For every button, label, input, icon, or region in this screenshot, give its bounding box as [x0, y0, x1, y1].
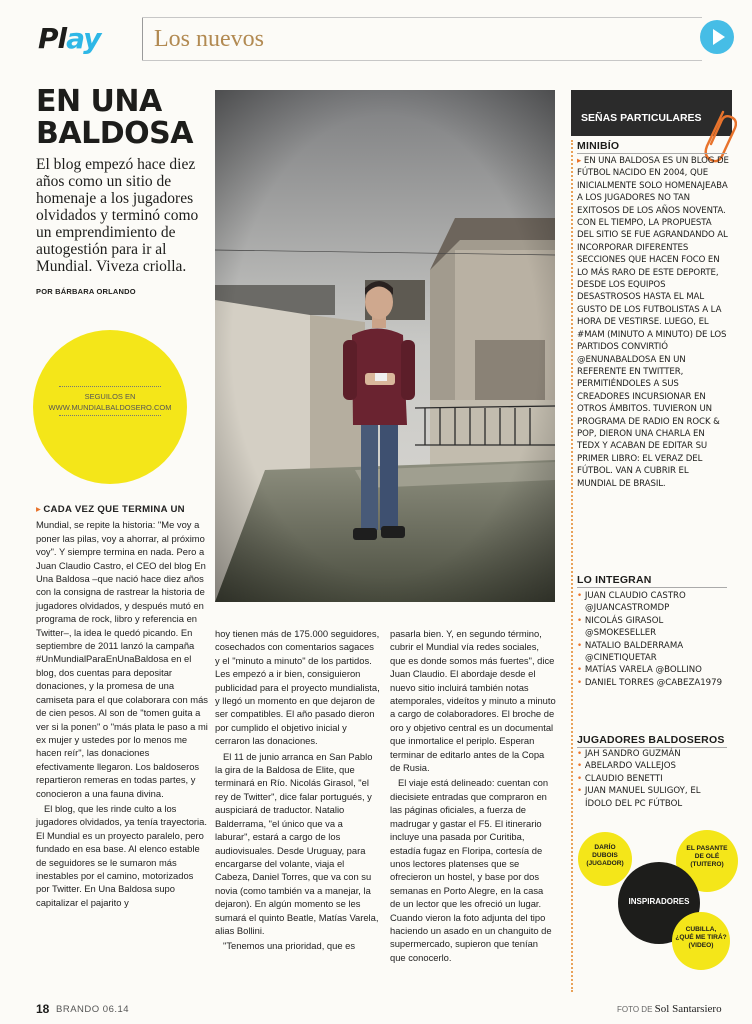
- inspiradores-diagram: [576, 824, 748, 974]
- integran-rule: [577, 587, 727, 588]
- lead-in: ▸ CADA VEZ QUE TERMINA UN: [36, 503, 185, 515]
- magazine-issue: BRANDO 06.14: [56, 1004, 130, 1015]
- article-column-3: [390, 627, 556, 966]
- header-bottom-rule: [142, 60, 702, 61]
- paragraph: hoy tienen más de 175.000 seguidores, cosechados con comentarios sagaces y el "minuto a minuto" de los partidos. Les empezó a ir bien, consiguieron publicidad para el proyecto mundialista, y llegó un momento en que dejaron de ser compatibles. El año pasado dieron por cumplido el objetivo inicial y cerraron las donaciones.: [215, 628, 380, 747]
- list-item-handle: @JUANCASTROMDP: [585, 603, 670, 614]
- paragraph: "Tenemos una prioridad, que es: [223, 940, 356, 952]
- article-title: EN UNA BALDOSA: [36, 84, 193, 151]
- follow-url[interactable]: WWW.MUNDIALBALDOSERO.COM: [48, 403, 172, 412]
- play-logo: Play: [38, 22, 101, 55]
- list-item: • DANIEL TORRES @CABEZA1979: [577, 677, 723, 688]
- article-photo: [215, 90, 555, 602]
- integran-list: [577, 590, 732, 689]
- list-item: • NATALIO BALDERRAMA: [577, 640, 684, 651]
- sidebar-heading: SEÑAS PARTICULARES: [581, 112, 702, 124]
- article-lede: El blog empezó hace diez años como un sitio de homenaje a los jugadores olvidados y terminó como un emprendimiento de autogestión para ir al Mundial. Viveza criolla.: [36, 156, 199, 275]
- inspirador-bubble: DARÍO DUBOIS (JUGADOR): [578, 832, 632, 886]
- photo-credit: FOTO DE Sol Santarsiero: [617, 1003, 722, 1015]
- byline: POR BÁRBARA ORLANDO: [36, 287, 136, 296]
- header-top-rule: [142, 17, 702, 18]
- inspiradores-center: INSPIRADORES: [618, 862, 700, 944]
- minibio-text: ▸ EN UNA BALDOSA ES UN BLOG DE FÚTBOL NACIDO EN 2004, QUE INICIALMENTE SOLO HOMENAJEABA A LOS JUGADORES NO TAN EXITOSOS DE LOS AÑOS NOVENTA. CON EL TIEMPO, LA PROPUESTA DEL SITIO SE FUE AGRANDANDO AL INCORPORAR DIFERENTES SECCIONES QUE HACEN FOCO EN LO MÁS RARO DE ESTE DEPORTE, DESDE LOS EQUIPOS DESASTROSOS HASTA EL MAL GUSTO DE LOS FUTBOLISTAS A LA HORA DE VESTIRSE. LUEGO, EL #MAM (MINUTO A MINUTO) DE LOS PARTIDOS CONVIRTIÓ @ENUNABALDOSA EN UN REFERENTE EN TWITTER, PERMITIÉNDOLES A SUS CREADORES INCURSIONAR EN OTROS ÁMBITOS. TUVIERON UN PROGRAMA DE RADIO EN ROCK & POP, DIERON UNA CHARLA EN TEDX Y ACABAN DE EDITAR SU PRIMER LIBRO: EL VERAZ DEL FÚTBOL. VAN A CUBRIR EL MUNDIAL DE BRASIL.: [577, 156, 729, 489]
- paragraph: pasarla bien. Y, en segundo término, cubrir el Mundial vía redes sociales, que es donde somos más fuertes", dice Juan Claudio. El abordaje desde el nuevo sitio incluirá también notas atemporales, videítos y minuto a minuto a cargo de colaboradores. El broche de oro y objetivo central es un documental que inmortalice el periplo. Esperan terminar de editarlo antes de la Copa de Rusia.: [390, 628, 556, 774]
- header-bar: [30, 14, 746, 64]
- article-column-1: [36, 502, 208, 911]
- page-number: 18: [36, 1002, 50, 1016]
- jugadores-list: [577, 748, 732, 810]
- follow-label: SEGUILOS EN: [84, 392, 136, 401]
- paragraph: El blog, que les rinde culto a los jugadores olvidados, ya tenía trayectoria. El Mundial es un proyecto paralelo, pero fundado en esa base. Al elenco estable de seguidores se le sumaron más inestables por el camino, motorizados por Twitter. En Una Baldosa supo capitalizar el pajarito y: [36, 802, 207, 908]
- sidebar-dotted-rule: [571, 140, 575, 992]
- minibio-title: MINIBÍO: [577, 140, 620, 152]
- list-item-continuation: ÍDOLO DEL PC FÚTBOL: [585, 798, 683, 809]
- header-divider: [142, 18, 143, 60]
- paragraph: Mundial, se repite la historia: "Me voy a poner las pilas, voy a ahorrar, al próximo voy". Y siempre termina en nada. Pero a Juan Claudio Castro, el CEO del blog En Una Baldosa –que nació hace diez años con la consigna de rastrear la historia de jugadores olvidados, y después mutó en programa de rock, libro y referencia en Twitter–, la idea le quedó picando. En septiembre de 2011 lanzó la campaña #UnMundialParaEnUnaBaldosa en el blog, dos cuentas para depositar donaciones, y la promesa de una camiseta para el que colaborara con más de cien pesos. Al son de "tomen guita a ver si la ponen" o "más plata le paso a mi ex mujer y ustedes por lo menos me hacen reír", las donaciones efectivamente llegaron. Los baldoseros repartieron remeras en todas partes, y conocieron a una fauna divina.: [36, 519, 208, 799]
- list-item: • JUAN MANUEL SULIGOY, EL: [577, 786, 701, 797]
- list-item: • ABELARDO VALLEJOS: [577, 761, 676, 772]
- list-item-handle: @CINETIQUETAR: [585, 653, 657, 664]
- rooftop-photo-illustration: [215, 90, 555, 602]
- follow-rule-top: [59, 386, 161, 388]
- section-title: Los nuevos: [154, 26, 264, 52]
- bullet-icon: ▸: [577, 156, 584, 166]
- list-item: • JAH SANDRO GUZMÁN: [577, 749, 681, 759]
- list-item: • CLAUDIO BENETTI: [577, 773, 663, 784]
- article-column-2: [215, 627, 380, 955]
- inspirador-bubble: CUBILLA, ¿QUÉ ME TIRÁ? (VIDEO): [672, 912, 730, 970]
- integran-title: LO INTEGRAN: [577, 574, 652, 586]
- minibio-rule: [577, 153, 727, 154]
- follow-badge: [33, 330, 187, 484]
- list-item: • NICOLÁS GIRASOL: [577, 615, 664, 626]
- follow-rule-bottom: [59, 415, 161, 417]
- list-item: • MATÍAS VARELA @BOLLINO: [577, 665, 702, 676]
- paragraph: El 11 de junio arranca en San Pablo la gira de la Baldosa de Elite, que terminará en Río. Nicolás Girasol, "el rey de Twitter", dice falar portugués, y auspiciará de traductor. Natalio Balderrama, "el único que va a laburar", estará a cargo de los audiovisuales. Desde Uruguay, para encargarse del volante, viaja el Cabeza, Daniel Torres, que va con su novia (como también va a manejar, la dejaron). En algún momento se les sumará el quinto Beatle, Matías Varela, alias Bollini.: [215, 750, 379, 936]
- play-circle-icon[interactable]: [700, 20, 734, 54]
- jugadores-title: JUGADORES BALDOSEROS: [577, 734, 725, 746]
- paragraph: El viaje está delineado: cuentan con diecisiete entradas que compraron en las páginas oficiales, a fuerza de madrugar y gastar el F5. El itinerario incluye una pasada por Curitiba, estadía fugaz en Floripa, cortesía de unos lectores platenses que se ofrecieron un hostel, y base por dos semanas en Porto Alegre, en la casa de un lector que les ofreció un lugar. Cuando vieron la foto adjunta del tipo haciendo un asado en un changuito de supermercado, supieron que tenían que conocerlo.: [390, 777, 552, 963]
- list-item: • JUAN CLAUDIO CASTRO: [577, 591, 686, 601]
- inspirador-bubble: EL PASANTE DE OLÉ (TUITERO): [676, 830, 738, 892]
- list-item-handle: @SMOKESELLER: [585, 628, 657, 639]
